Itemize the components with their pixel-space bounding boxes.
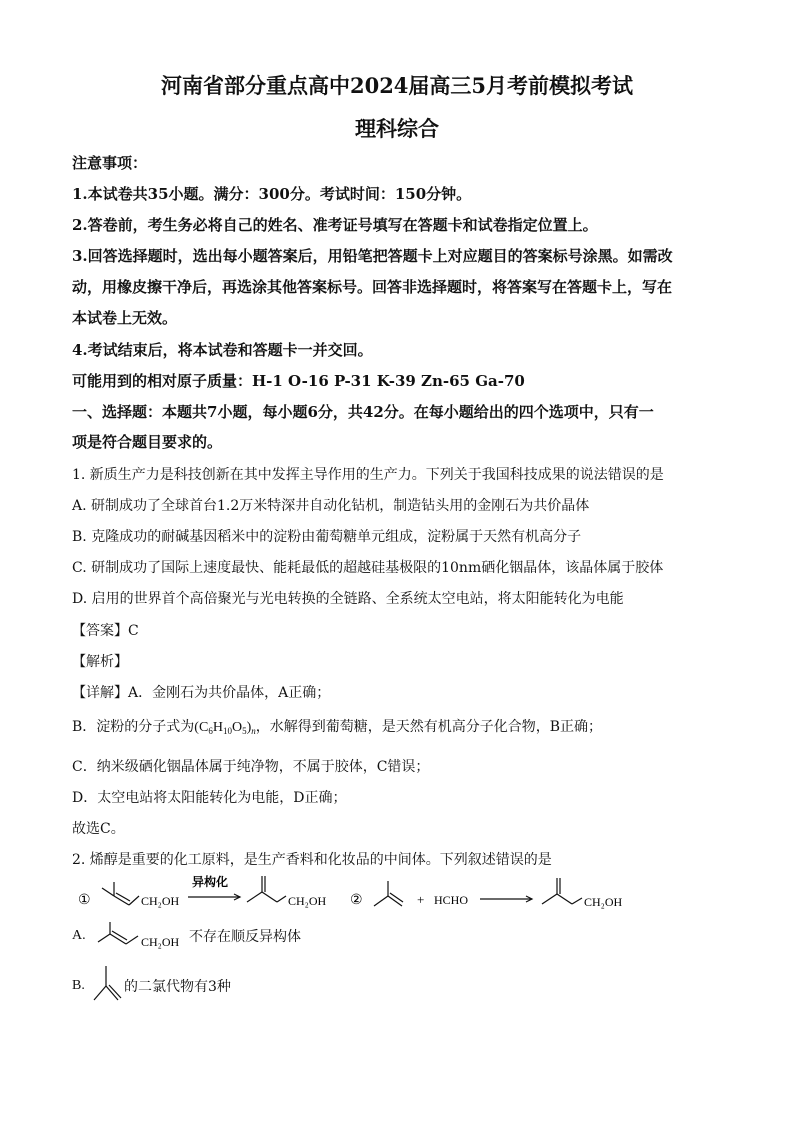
reaction-arrow <box>188 894 240 900</box>
q1-detail-a: 【详解】A．金刚石为共价晶体，A正确； <box>72 685 331 701</box>
isoprenol-structure <box>542 878 582 904</box>
q1-detail-d: D．太空电站将太阳能转化为电能，D正确； <box>72 790 347 806</box>
q1-conclusion: 故选C。 <box>72 821 125 837</box>
q1-analysis-label: 【解析】 <box>72 654 128 670</box>
q2-option-b-text: 的二氯代物有3种 <box>124 979 231 995</box>
section-heading: 项是符合题目要求的。 <box>72 433 223 451</box>
ch2oh-label: CH₂OH <box>584 895 623 909</box>
prenol-structure <box>94 922 189 954</box>
q1-answer: 【答案】C <box>72 623 139 639</box>
q1-option-b: B. 克隆成功的耐碱基因稻米中的淀粉由葡萄糖单元组成，淀粉属于天然有机高分子 <box>72 529 582 545</box>
q1-option-d: D. 启用的世界首个高倍聚光与光电转换的全链路、全系统太空电站，将太阳能转化为电能 <box>72 591 624 607</box>
isobutene-structure <box>374 881 403 906</box>
atomic-masses: 可能用到的相对原子质量：H-1 O-16 P-31 K-39 Zn-65 Ga-70 <box>72 372 525 390</box>
isomerization-label: 异构化 <box>192 875 229 889</box>
note-line: 3.回答选择题时，选出每小题答案后，用铅笔把答题卡上对应题目的答案标号涂黑。如需改 <box>72 247 673 265</box>
note-line: 1.本试卷共35小题。满分：300分。考试时间：150分钟。 <box>72 185 472 203</box>
page-subtitle: 理科综合 <box>355 116 439 141</box>
ch2oh-label: CH₂OH <box>141 894 180 908</box>
reaction-1-number: ① <box>78 893 91 908</box>
note-line: 4.考试结束后，将本试卷和答题卡一并交回。 <box>72 341 373 359</box>
prenol-structure <box>102 882 139 905</box>
ch2oh-label: CH₂OH <box>141 935 180 949</box>
starch-formula: $(C_6H_{10}O_5)_n$ <box>194 720 256 736</box>
q1-detail-c: C．纳米级硒化铟晶体属于纯净物，不属于胶体，C错误； <box>72 759 430 775</box>
question-1-stem: 1. 新质生产力是科技创新在其中发挥主导作用的生产力。下列关于我国科技成果的说法错误的是 <box>72 467 664 483</box>
q1-option-a: A. 研制成功了全球首台1.2万米特深井自动化钻机，制造钻头用的金刚石为共价晶体 <box>72 498 590 514</box>
page-title: 河南省部分重点高中2024届高三5月考前模拟考试 <box>160 73 634 98</box>
q1-detail-b: B．淀粉的分子式为$(C_6H_{10}O_5)_n$，水解得到葡萄糖，是天然有机高分子化合物，B正确； <box>72 719 603 736</box>
question-2-stem: 2. 烯醇是重要的化工原料，是生产香料和化妆品的中间体。下列叙述错误的是 <box>72 852 552 868</box>
section-heading: 一、选择题：本题共7小题，每小题6分，共42分。在每小题给出的四个选项中，只有一 <box>72 403 654 421</box>
q2-option-b: B. 的二氯代物有3种 <box>72 964 372 1010</box>
plus-sign: + <box>417 892 425 907</box>
reaction-scheme <box>72 874 712 924</box>
hcho-label: HCHO <box>434 893 469 907</box>
isoprenol-structure <box>247 876 286 902</box>
reaction-arrow <box>480 896 532 902</box>
q1-option-c: C. 研制成功了国际上速度最快、能耗最低的超越硅基极限的10nm硒化铟晶体，该晶体属于胶体 <box>72 560 664 576</box>
ch2oh-label: CH₂OH <box>288 894 327 908</box>
reaction-2-number: ② <box>350 893 363 908</box>
q2-option-a-text: 不存在顺反异构体 <box>189 929 301 945</box>
notes-heading: 注意事项： <box>72 154 148 172</box>
q2-option-a: A. CH₂OH 不存在顺反异构体 <box>72 922 372 954</box>
note-line: 动，用橡皮擦干净后，再选涂其他答案标号。回答非选择题时，将答案写在答题卡上，写在 <box>72 278 673 296</box>
note-line: 2.答卷前，考生务必将自己的姓名、准考证号填写在答题卡和试卷指定位置上。 <box>72 216 598 234</box>
note-line: 本试卷上无效。 <box>72 309 178 327</box>
